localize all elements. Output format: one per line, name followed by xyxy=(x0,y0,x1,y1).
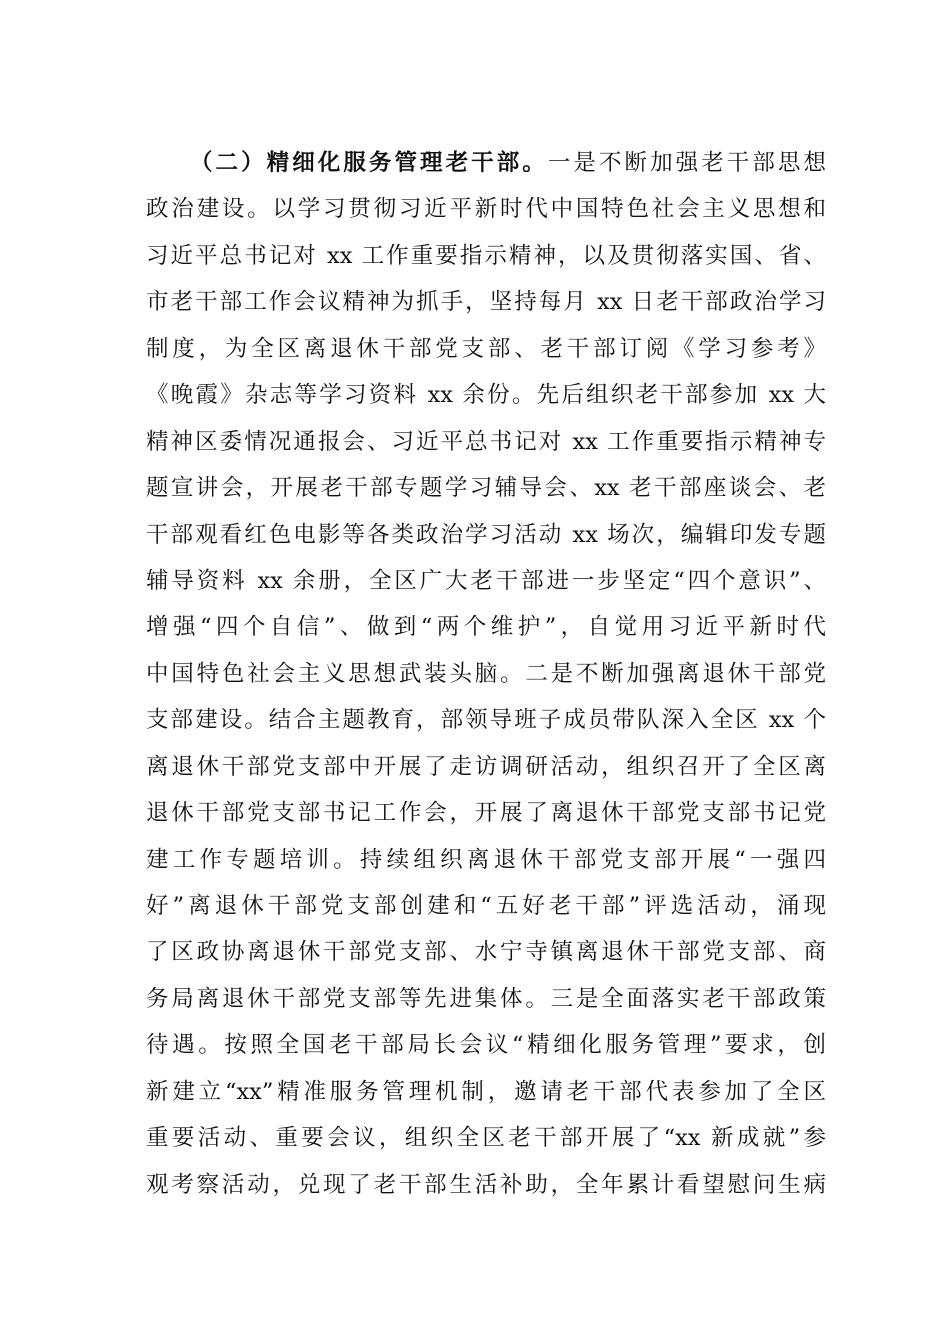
text-line: 新建立“xx”精准服务管理机制，邀请老干部代表参加了全区 xyxy=(146,1078,826,1105)
text-line: 增强“四个自信”、做到“两个维护”，自觉用习近平新时代 xyxy=(146,614,826,641)
text-line: 好”离退休干部党支部创建和“五好老干部”评选活动，涌现 xyxy=(146,893,826,919)
text-line: 辅导资料 xx 余册，全区广大老干部进一步坚定“四个意识”、 xyxy=(146,567,826,594)
text-line: 精神区委情况通报会、习近平总书记对 xx 工作重要指示精神专 xyxy=(146,428,826,455)
text-line: 观考察活动，兑现了老干部生活补助，全年累计看望慰问生病 xyxy=(146,1171,826,1198)
paragraph-first-line xyxy=(146,140,826,186)
text-line: 待遇。按照全国老干部局长会议“精细化服务管理”要求，创 xyxy=(146,1032,826,1059)
text-line: 中国特色社会主义思想武装头脑。二是不断加强离退休干部党 xyxy=(146,660,826,687)
section-heading: （二）精细化服务管理老干部。 xyxy=(190,150,548,176)
text-line: 了区政协离退休干部党支部、水宁寺镇离退休干部党支部、商 xyxy=(146,939,826,966)
body-paragraph xyxy=(146,140,826,1208)
text-line: 题宣讲会，开展老干部专题学习辅导会、xx 老干部座谈会、老 xyxy=(146,475,826,502)
text-line: 支部建设。结合主题教育，部领导班子成员带队深入全区 xx 个 xyxy=(146,707,826,734)
first-line-text: 一是不断加强老干部思想 xyxy=(547,150,826,176)
text-line: 政治建设。以学习贯彻习近平新时代中国特色社会主义思想和 xyxy=(146,196,826,223)
text-line: 重要活动、重要会议，组织全区老干部开展了“xx 新成就”参 xyxy=(146,1125,826,1152)
text-line: 市老干部工作会议精神为抓手，坚持每月 xx 日老干部政治学习 xyxy=(146,289,826,316)
text-line: 干部观看红色电影等各类政治学习活动 xx 场次，编辑印发专题 xyxy=(146,521,826,548)
text-line: 务局离退休干部党支部等先进集体。三是全面落实老干部政策 xyxy=(146,985,826,1012)
text-line: 退休干部党支部书记工作会，开展了离退休干部党支部书记党 xyxy=(146,800,826,827)
text-line: 《晚霞》杂志等学习资料 xx 余份。先后组织老干部参加 xx 大 xyxy=(146,382,826,409)
text-line: 建工作专题培训。持续组织离退休干部党支部开展“一强四 xyxy=(146,846,826,873)
text-line: 制度，为全区离退休干部党支部、老干部订阅《学习参考》 xyxy=(146,335,826,362)
text-line: 离退休干部党支部中开展了走访调研活动，组织召开了全区离 xyxy=(146,753,826,780)
text-line: 习近平总书记对 xx 工作重要指示精神，以及贯彻落实国、省、 xyxy=(146,242,826,269)
